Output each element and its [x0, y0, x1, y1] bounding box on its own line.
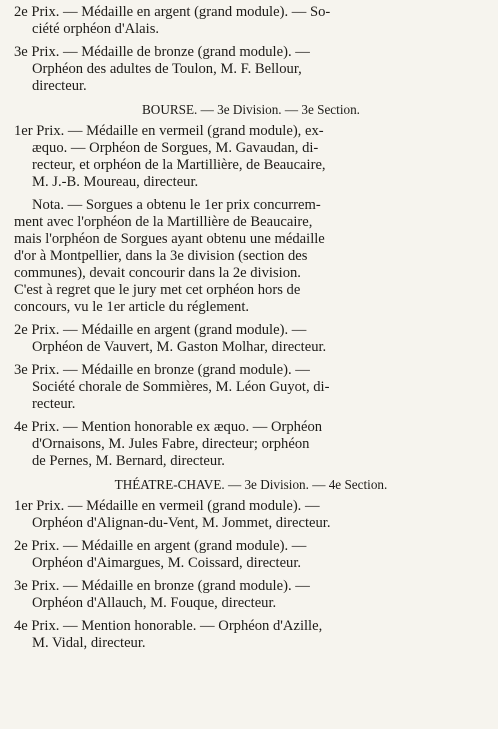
- text-line: Orphéon de Vauvert, M. Gaston Molhar, directeur.: [32, 339, 327, 355]
- text-line: concours, vu le 1er article du réglement.: [14, 299, 250, 315]
- text-line: ment avec l'orphéon de la Martillière de Beaucaire,: [14, 214, 313, 230]
- prize-entry: [14, 44, 488, 95]
- text-line: Société chorale de Sommières, M. Léon Guyot, di-: [32, 379, 330, 395]
- text-line: 1er Prix. — Médaille en vermeil (grand module). —: [14, 498, 320, 514]
- text-line: ciété orphéon d'Alais.: [32, 21, 160, 37]
- prize-entry: [14, 419, 488, 470]
- section-heading-bourse: [14, 101, 488, 118]
- text-line: æquo. — Orphéon de Sorgues, M. Gavaudan, di-: [32, 140, 319, 156]
- prize-entry: [14, 4, 488, 38]
- section-heading-theatre-chave: [14, 476, 488, 493]
- nota-paragraph: [14, 197, 488, 316]
- prize-entry: [14, 578, 488, 612]
- prize-entry: [14, 322, 488, 356]
- text-line: communes), devait concourir dans la 2e division.: [14, 265, 301, 281]
- text-line: 2e Prix. — Médaille en argent (grand module). — So-: [14, 4, 331, 20]
- text-line: 2e Prix. — Médaille en argent (grand module). —: [14, 322, 307, 338]
- prize-entry: [14, 362, 488, 413]
- text-line: Orphéon d'Allauch, M. Fouque, directeur.: [32, 595, 277, 611]
- text-line: 3e Prix. — Médaille en bronze (grand module). —: [14, 578, 310, 594]
- text-line: M. J.-B. Moureau, directeur.: [32, 174, 199, 190]
- heading-text: BOURSE. — 3e Division. — 3e Section.: [142, 102, 360, 117]
- heading-text: THÉATRE-CHAVE. — 3e Division. — 4e Section.: [114, 477, 388, 492]
- text-line: recteur, et orphéon de la Martillière, de Beaucaire,: [32, 157, 326, 173]
- text-line: recteur.: [32, 396, 76, 412]
- text-line: d'or à Montpellier, dans la 3e division (section des: [14, 248, 308, 264]
- text-line: 4e Prix. — Mention honorable. — Orphéon d'Azille,: [14, 618, 323, 634]
- text-line: mais l'orphéon de Sorgues ayant obtenu une médaille: [14, 231, 325, 247]
- text-line: 4e Prix. — Mention honorable ex æquo. — Orphéon: [14, 419, 323, 435]
- text-line: Orphéon des adultes de Toulon, M. F. Bellour,: [32, 61, 302, 77]
- text-line: d'Ornaisons, M. Jules Fabre, directeur; orphéon: [32, 436, 310, 452]
- text-line: M. Vidal, directeur.: [32, 635, 146, 651]
- text-line: Orphéon d'Aimargues, M. Coissard, directeur.: [32, 555, 302, 571]
- prize-entry: [14, 538, 488, 572]
- text-line: 2e Prix. — Médaille en argent (grand module). —: [14, 538, 307, 554]
- text-line: directeur.: [32, 78, 87, 94]
- text-line: 1er Prix. — Médaille en vermeil (grand module), ex-: [14, 123, 324, 139]
- prize-entry: [14, 618, 488, 652]
- prize-entry: [14, 123, 488, 191]
- text-line: Nota. — Sorgues a obtenu le 1er prix concurrem-: [32, 197, 321, 213]
- text-line: 3e Prix. — Médaille de bronze (grand module). —: [14, 44, 310, 60]
- text-line: de Pernes, M. Bernard, directeur.: [32, 453, 225, 469]
- text-line: 3e Prix. — Médaille en bronze (grand module). —: [14, 362, 310, 378]
- text-line: C'est à regret que le jury met cet orphéon hors de: [14, 282, 301, 298]
- text-line: Orphéon d'Alignan-du-Vent, M. Jommet, directeur.: [32, 515, 331, 531]
- prize-entry: [14, 498, 488, 532]
